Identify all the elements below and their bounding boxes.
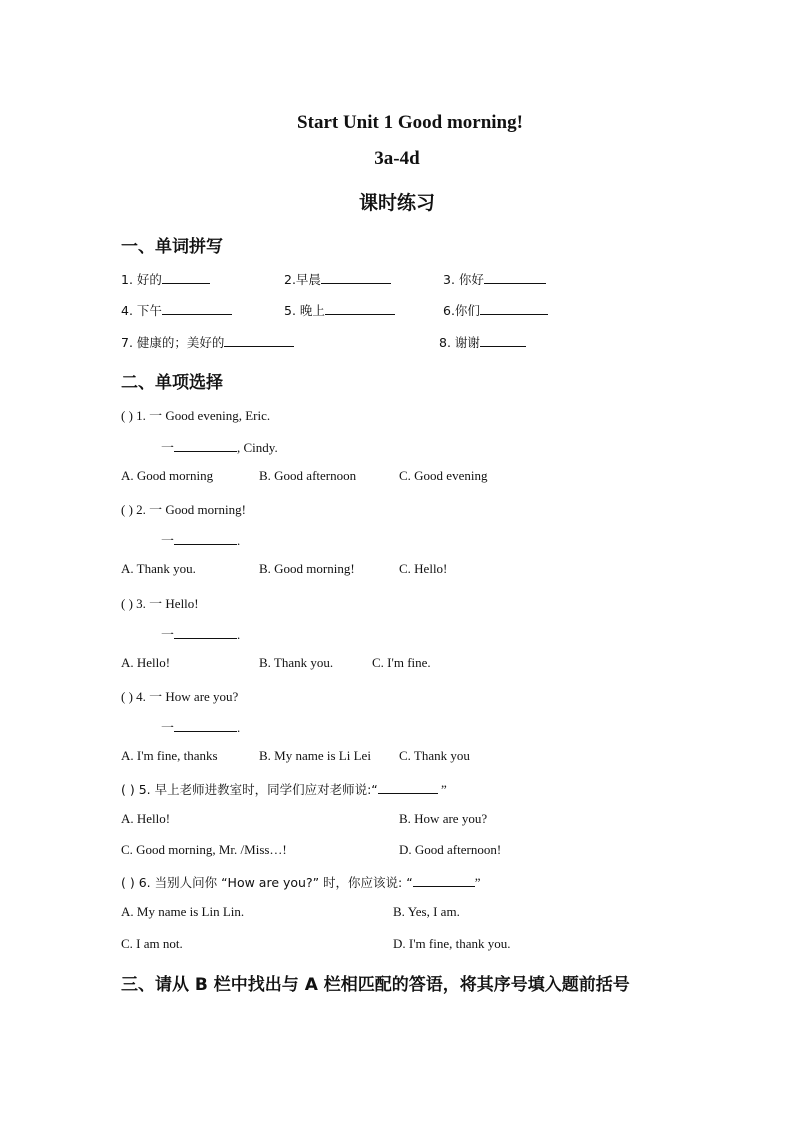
question-6-option-c[interactable]: C. I am not.	[121, 936, 183, 951]
question-2-reply: 一 .	[161, 533, 241, 548]
spelling-item-5: 5. 晚上	[284, 301, 395, 319]
question-6-prompt: ( ) 6. 当别人问你 “How are you?” 时，你应该说: “ ”	[121, 875, 481, 890]
document-title: Start Unit 1 Good morning!	[297, 112, 523, 133]
document-heading: 课时练习	[358, 192, 435, 214]
answer-blank[interactable]	[480, 335, 526, 347]
spelling-item-6: 6.你们	[443, 301, 548, 319]
question-2-option-b[interactable]: B. Good morning!	[259, 561, 355, 576]
answer-blank[interactable]	[325, 303, 395, 315]
question-1-reply: 一 , Cindy.	[161, 440, 278, 455]
question-6-option-a[interactable]: A. My name is Lin Lin.	[121, 904, 245, 919]
question-2-prompt: ( ) 2. 一 Good morning!	[121, 502, 246, 517]
answer-blank[interactable]	[174, 533, 237, 545]
question-1-prompt: ( ) 1. 一 Good evening, Eric.	[121, 408, 271, 423]
spelling-item-4: 4. 下午	[121, 301, 232, 319]
question-4-option-c[interactable]: C. Thank you	[399, 748, 470, 763]
question-1-option-b[interactable]: B. Good afternoon	[259, 468, 357, 483]
answer-blank[interactable]	[413, 875, 475, 887]
answer-blank[interactable]	[480, 303, 548, 315]
answer-blank[interactable]	[162, 272, 210, 284]
spelling-item-3: 3. 你好	[443, 270, 546, 288]
question-4-prompt: ( ) 4. 一 How are you?	[121, 689, 239, 704]
question-3-option-c[interactable]: C. I'm fine.	[372, 655, 431, 670]
answer-blank[interactable]	[484, 272, 546, 284]
spelling-item-2: 2.早晨	[284, 270, 391, 288]
question-5-option-a[interactable]: A. Hello!	[121, 811, 171, 826]
answer-blank[interactable]	[174, 440, 237, 452]
question-4-option-a[interactable]: A. I'm fine, thanks	[121, 748, 218, 763]
answer-blank[interactable]	[321, 272, 391, 284]
question-3-option-b[interactable]: B. Thank you.	[259, 655, 334, 670]
spelling-item-1: 1. 好的	[121, 270, 210, 288]
question-5-option-d[interactable]: D. Good afternoon!	[399, 842, 502, 857]
question-2-option-a[interactable]: A. Thank you.	[121, 561, 196, 576]
answer-blank[interactable]	[162, 303, 232, 315]
section-1-title: 一、单词拼写	[121, 237, 223, 257]
answer-blank[interactable]	[224, 335, 294, 347]
spelling-item-8: 8. 谢谢	[439, 333, 526, 351]
section-3-title: 三、请从 B 栏中找出与 A 栏相匹配的答语，将其序号填入题前括号	[121, 975, 630, 995]
answer-blank[interactable]	[174, 627, 237, 639]
document-subtitle: 3a-4d	[374, 148, 420, 169]
question-6-option-d[interactable]: D. I'm fine, thank you.	[393, 936, 511, 951]
answer-blank[interactable]	[174, 720, 237, 732]
answer-blank[interactable]	[378, 782, 438, 794]
section-2-title: 二、单项选择	[121, 373, 223, 393]
question-5-option-b[interactable]: B. How are you?	[399, 811, 488, 826]
question-5-option-c[interactable]: C. Good morning, Mr. /Miss…!	[121, 842, 287, 857]
question-5-prompt: ( ) 5. 早上老师进教室时，同学们应对老师说:“ ”	[121, 782, 447, 797]
question-1-option-c[interactable]: C. Good evening	[399, 468, 488, 483]
question-4-option-b[interactable]: B. My name is Li Lei	[259, 748, 371, 763]
question-6-option-b[interactable]: B. Yes, I am.	[393, 904, 460, 919]
question-3-option-a[interactable]: A. Hello!	[121, 655, 171, 670]
question-3-reply: 一 .	[161, 627, 241, 642]
question-2-option-c[interactable]: C. Hello!	[399, 561, 448, 576]
spelling-item-7: 7. 健康的；美好的	[121, 333, 294, 351]
question-4-reply: 一 .	[161, 720, 241, 735]
question-1-option-a[interactable]: A. Good morning	[121, 468, 214, 483]
question-3-prompt: ( ) 3. 一 Hello!	[121, 596, 199, 611]
